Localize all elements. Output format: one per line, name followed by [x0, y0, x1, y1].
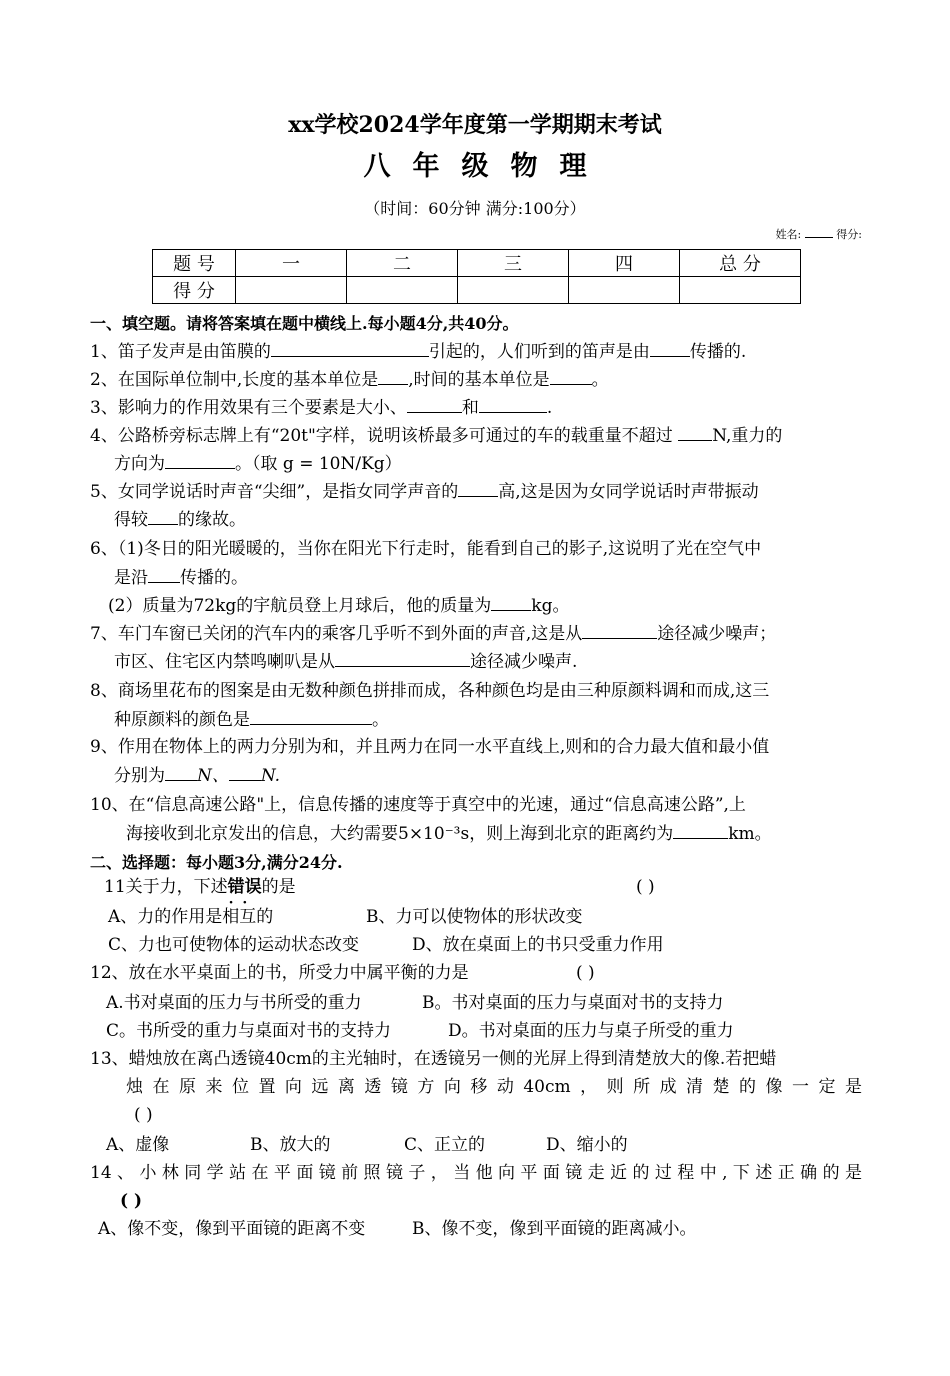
question-13: 13、蜡烛放在离凸透镜40cm的主光轴时，在透镜另一侧的光屏上得到清楚放大的像.若把蜡	[90, 1049, 777, 1069]
question-text: 海接收到北京发出的信息，大约需要5×10⁻³s，则上海到北京的距离约为	[126, 824, 674, 844]
question-13-cont	[126, 1076, 862, 1098]
answer-blank[interactable]	[458, 480, 498, 497]
question-text: (2）质量为72kg的宇航员登上月球后，他的质量为	[108, 596, 492, 616]
question-text: 市区、住宅区内禁鸣喇叭是从	[114, 652, 335, 672]
score-table	[152, 249, 801, 304]
question-text: 得较	[114, 510, 148, 530]
answer-blank[interactable]	[582, 622, 657, 639]
score-table-header-row	[153, 250, 801, 277]
answer-blank[interactable]	[650, 340, 690, 357]
question-10-cont	[126, 822, 772, 845]
question-4	[90, 424, 782, 447]
answer-blank[interactable]	[335, 650, 470, 667]
score-cell[interactable]	[347, 277, 458, 304]
section2-heading: 二、选择题：每小题3分,满分24分.	[90, 853, 343, 872]
exam-title: xx学校2024学年度第一学期期末考试	[288, 112, 662, 138]
name-score-bar	[776, 226, 862, 242]
question-6-part2	[108, 594, 569, 617]
question-text: 传播的.	[689, 342, 747, 362]
score-table-score-row	[153, 277, 801, 304]
question-9-cont	[114, 764, 280, 787]
question-11	[104, 876, 296, 898]
score-cell[interactable]	[236, 277, 347, 304]
question-6	[90, 538, 761, 560]
question-12: 12、放在水平桌面上的书，所受力中属平衡的力是	[90, 963, 469, 983]
question-3	[90, 396, 552, 419]
answer-blank[interactable]	[678, 424, 712, 441]
option-b[interactable]: B、力可以使物体的形状改变	[366, 907, 583, 927]
answer-paren[interactable]: ( )	[120, 1191, 143, 1211]
question-text: 和	[461, 398, 479, 418]
question-7-cont	[114, 650, 577, 673]
question-text: 引起的，人们听到的笛声是由	[428, 342, 650, 362]
question-5	[90, 480, 759, 503]
answer-blank[interactable]	[673, 822, 728, 839]
question-text: .	[546, 398, 553, 418]
question-4-cont	[114, 452, 402, 475]
answer-blank[interactable]	[407, 396, 462, 413]
question-9	[90, 736, 769, 758]
question-text: 途径减少噪声；	[657, 624, 777, 644]
option-b[interactable]: B。书对桌面的压力与桌面对书的支持力	[422, 993, 724, 1013]
section1-heading: 一、填空题。请将答案填在题中横线上.每小题4分,共40分。	[90, 314, 519, 333]
answer-blank[interactable]	[148, 566, 180, 583]
question-text: 8、商场里花布的图案是由无数种颜色拼排而成，各种颜色均是由三种原颜料调和而成,这三	[90, 681, 770, 701]
question-text: 。	[591, 370, 609, 390]
exam-duration: （时间：60分钟 满分:100分）	[364, 199, 586, 218]
question-text: 种原颜料的颜色是	[114, 710, 250, 730]
question-10	[90, 794, 746, 816]
answer-paren[interactable]: ( )	[134, 1105, 153, 1125]
question-text: 是沿	[114, 568, 148, 588]
answer-blank[interactable]	[148, 508, 178, 525]
question-text: 3、影响力的作用效果有三个要素是大小、	[90, 398, 407, 418]
answer-blank[interactable]	[250, 708, 372, 725]
table-cell: 三	[458, 250, 569, 277]
question-text: 传播的。	[180, 568, 248, 588]
question-text: N,重力的	[712, 426, 783, 446]
score-cell[interactable]	[569, 277, 680, 304]
answer-paren[interactable]: ( )	[576, 963, 595, 983]
name-blank[interactable]	[805, 228, 833, 238]
question-text: 。（取 g = 10N/Kg）	[235, 454, 402, 474]
question-text: ,时间的基本单位是	[408, 370, 550, 390]
score-cell[interactable]	[680, 277, 801, 304]
question-6-cont	[114, 566, 248, 589]
question-text: 10、在“信息高速公路"上，信息传播的速度等于真空中的光速，通过“信息高速公路”,上	[90, 795, 746, 815]
answer-blank[interactable]	[165, 452, 235, 469]
answer-blank[interactable]	[165, 764, 197, 781]
score-label: 得分:	[836, 228, 862, 241]
subject-title: 八年级物理	[363, 151, 609, 182]
option-b[interactable]: B、像不变，像到平面镜的距离减小。	[412, 1219, 697, 1239]
score-cell[interactable]	[458, 277, 569, 304]
answer-blank[interactable]	[550, 368, 592, 385]
question-text: 分别为	[114, 766, 165, 786]
question-8-cont	[114, 708, 389, 731]
table-cell: 总 分	[680, 250, 801, 277]
table-cell: 题 号	[153, 250, 236, 277]
option-d[interactable]: D。书对桌面的压力与桌子所受的重力	[448, 1021, 734, 1041]
question-text: 2、在国际单位制中,长度的基本单位是	[90, 370, 379, 390]
question-text: N.	[260, 766, 281, 786]
table-cell: 得 分	[153, 277, 236, 304]
question-text: 的是	[261, 877, 296, 897]
question-text: 9、作用在物体上的两力分别为和，并且两力在同一水平直线上,则和的合力最大值和最小值	[90, 737, 770, 757]
table-cell: 二	[347, 250, 458, 277]
question-text: 1、笛子发声是由笛膜的	[90, 342, 271, 362]
question-text: 的缘故。	[178, 510, 246, 530]
question-text: 途径减少噪声.	[470, 652, 578, 672]
question-1	[90, 340, 746, 363]
table-cell: 一	[236, 250, 347, 277]
question-2	[90, 368, 609, 391]
question-text: 高,这是因为女同学说话时声带振动	[498, 482, 759, 502]
name-label: 姓名:	[775, 228, 802, 241]
option-c[interactable]: C、力也可使物体的运动状态改变	[108, 935, 360, 955]
option-c[interactable]: C、正立的	[404, 1135, 486, 1155]
option-d[interactable]: D、缩小的	[546, 1135, 628, 1155]
question-8	[90, 680, 769, 702]
option-b[interactable]: B、放大的	[250, 1135, 331, 1155]
answer-blank[interactable]	[271, 340, 429, 357]
emphasized-text: 错误 · ·	[228, 877, 262, 897]
question-text: 5、女同学说话时声音“尖细”，是指女同学声音的	[90, 482, 459, 502]
question-7	[90, 622, 776, 645]
question-5-cont	[114, 508, 246, 531]
answer-blank[interactable]	[229, 764, 261, 781]
question-text: 4、公路桥旁标志牌上有“20t"字样，说明该桥最多可通过的车的载重量不超过	[90, 426, 679, 446]
question-text: 14、小林同学站在平面镜前照镜子，当他向平面镜走近的过程中,下述正确的是	[90, 1163, 862, 1183]
question-text: 烛在原来位置向远离透镜方向移动40cm，则所成清楚的像一定是	[126, 1077, 862, 1097]
question-text: N、	[197, 766, 229, 786]
question-text: 11关于力，下述	[104, 877, 228, 897]
option-a[interactable]: A、像不变，像到平面镜的距离不变	[98, 1219, 366, 1239]
answer-blank[interactable]	[378, 368, 408, 385]
question-text: km。	[728, 824, 772, 844]
question-14	[90, 1162, 862, 1184]
question-text: kg。	[531, 596, 570, 616]
table-cell: 四	[569, 250, 680, 277]
option-a[interactable]: A、虚像	[106, 1135, 170, 1155]
question-text: 7、车门车窗已关闭的汽车内的乘客几乎听不到外面的声音,这是从	[90, 624, 583, 644]
question-text: 方向为	[114, 454, 165, 474]
option-c[interactable]: C。书所受的重力与桌面对书的支持力	[106, 1021, 392, 1041]
question-text: 。	[372, 710, 389, 730]
option-a[interactable]: A.书对桌面的压力与书所受的重力	[106, 993, 362, 1013]
answer-blank[interactable]	[491, 594, 531, 611]
answer-paren[interactable]: ( )	[636, 877, 655, 897]
option-d[interactable]: D、放在桌面上的书只受重力作用	[412, 935, 664, 955]
answer-blank[interactable]	[479, 396, 547, 413]
question-text: 6、（1)冬日的阳光暖暖的，当你在阳光下行走时，能看到自己的影子,这说明了光在空气中	[90, 539, 762, 559]
option-a[interactable]: A、力的作用是相互的	[108, 907, 274, 927]
